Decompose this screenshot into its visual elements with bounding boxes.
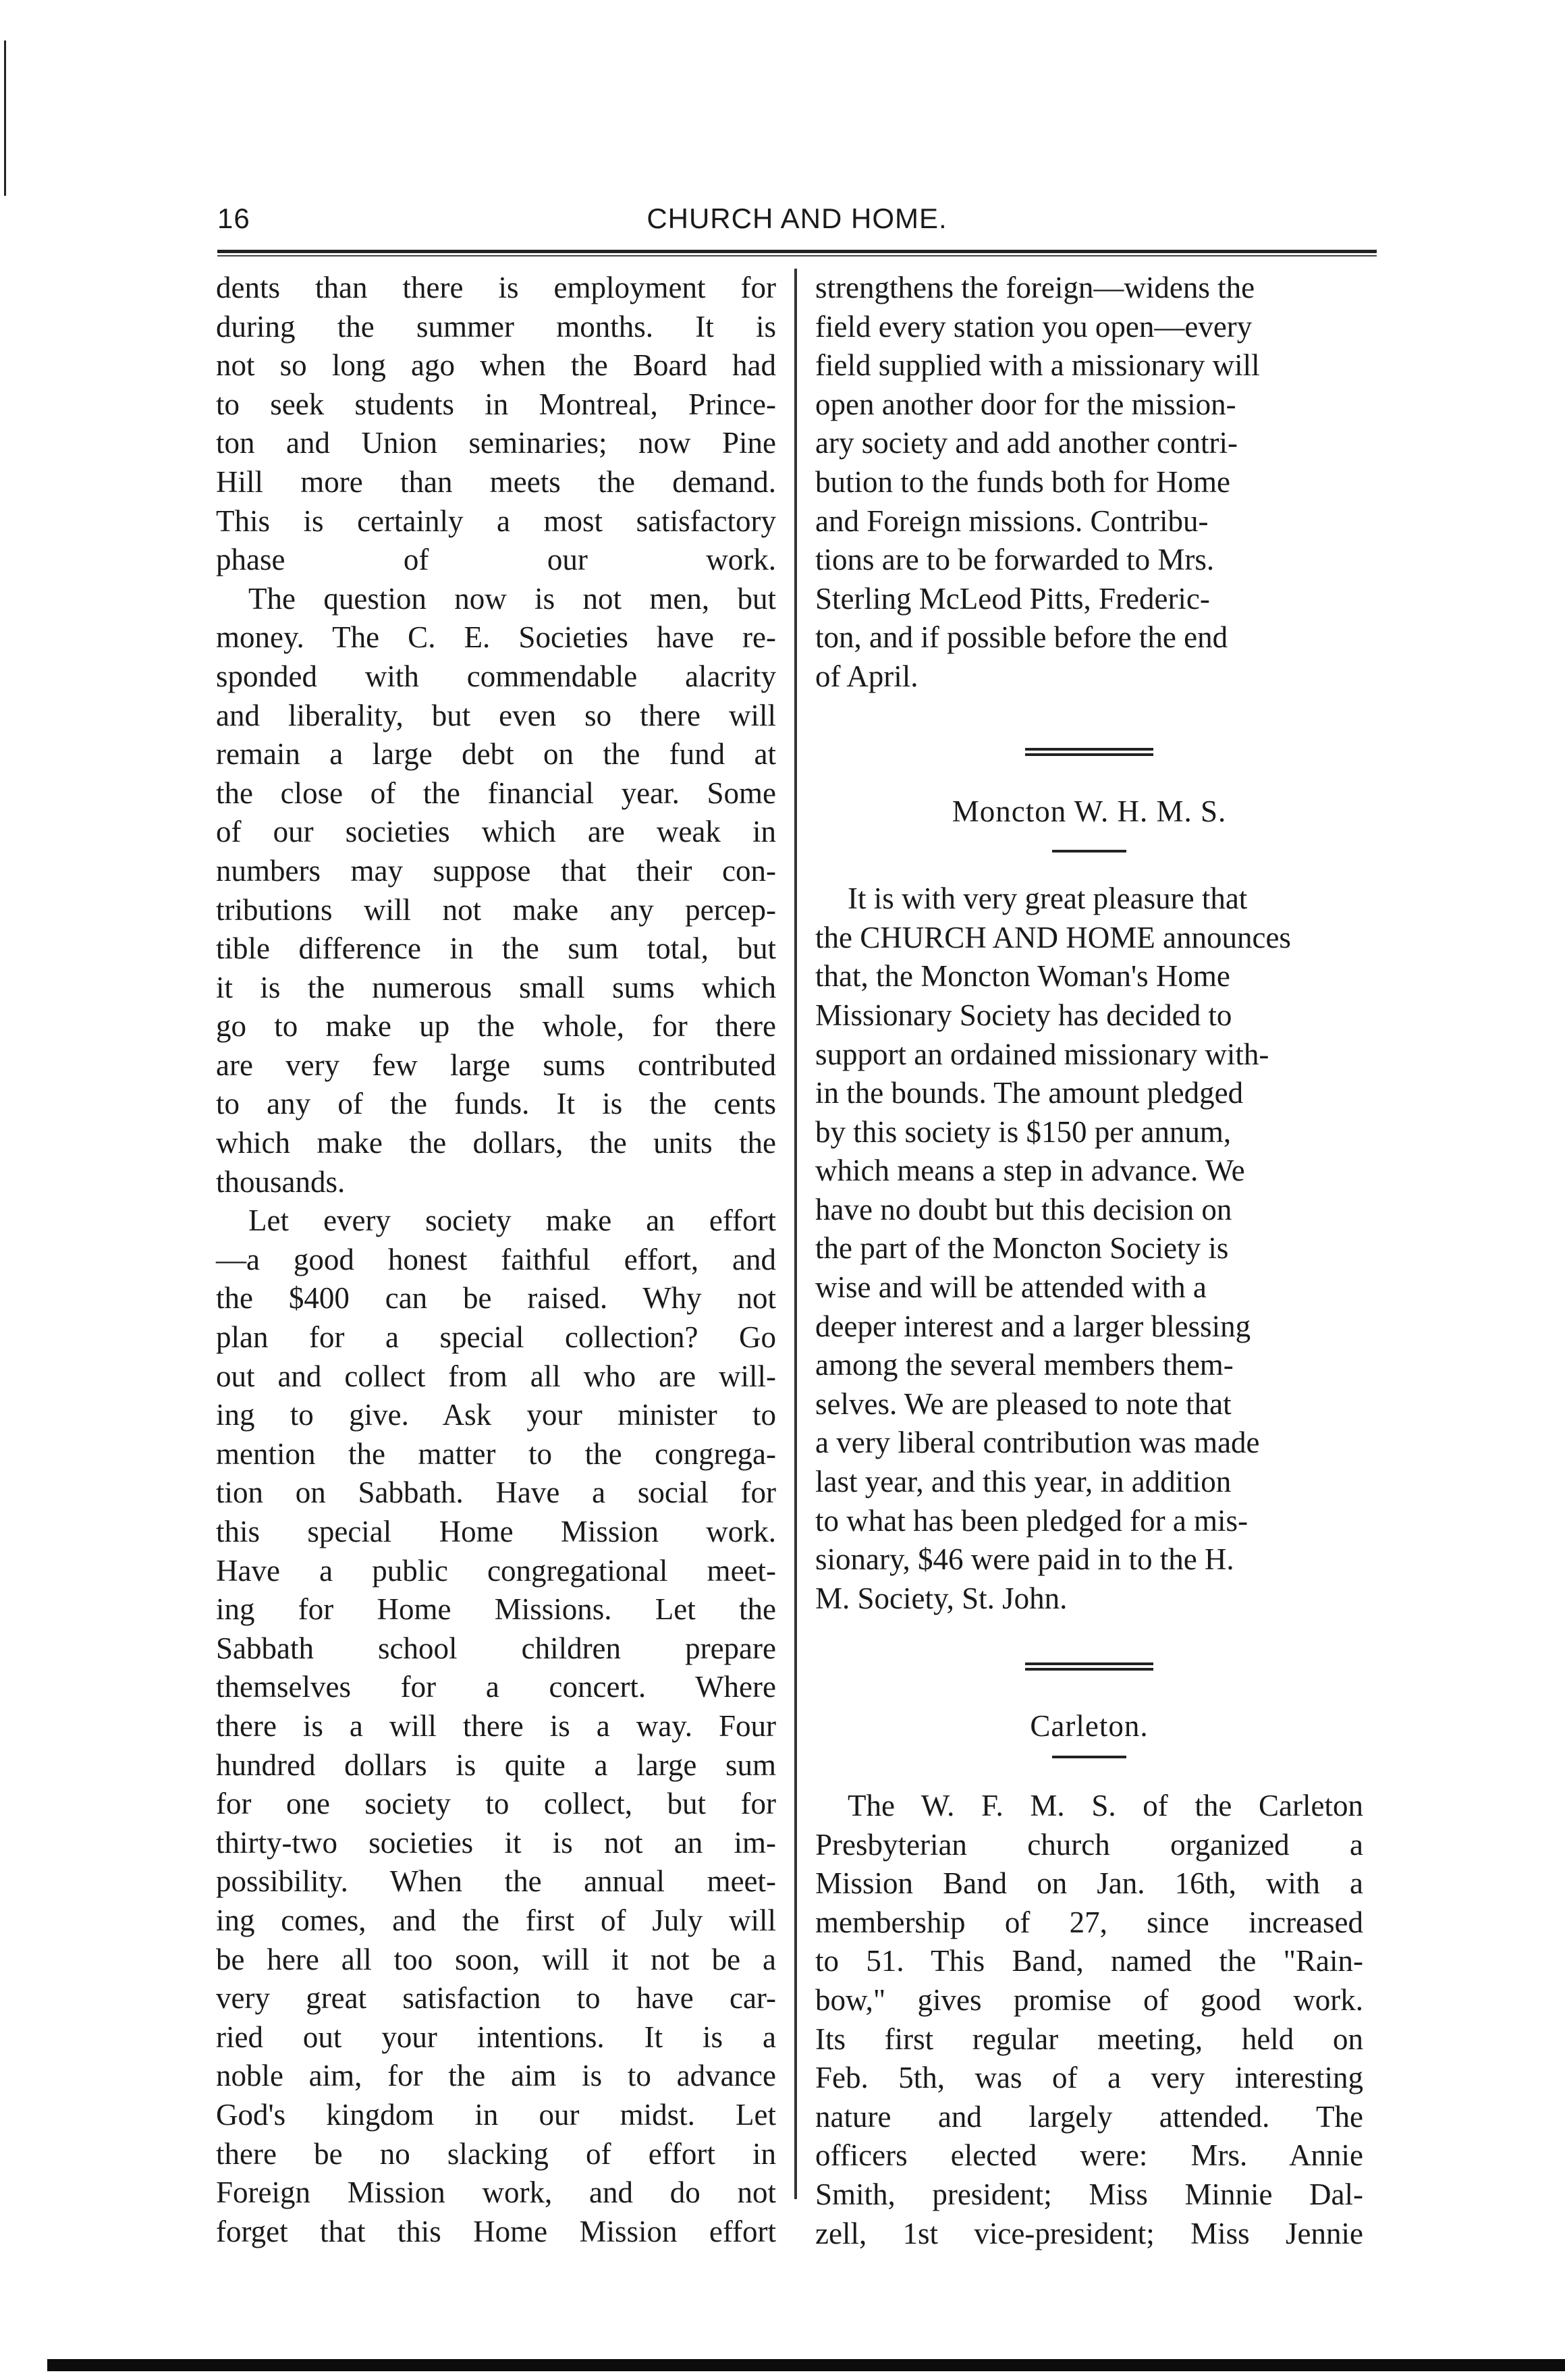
column-divider — [794, 269, 797, 2199]
page-number: 16 — [217, 202, 250, 234]
paragraph-carleton: The W. F. M. S. of the Carleton Presbyterian church organized a Mission Band on Jan. 16th, with a membership of 27, since increased to 51. This Band, named the "Rain- bow," gives promise of good work. Its first regular meeting, held on Feb. 5th, was of a very interesting nature and largely attended. The officers elected were: Mrs. Annie Smith, president; Miss Minnie Dal- zell, 1st vice-president; Miss Jennie — [815, 1789, 1363, 2250]
paragraph-moncton: It is with very great pleasure that the CHURCH AND HOME announces that, the Moncton Woman's Home Missionary Society has decided to support an ordained missionary with- in the bounds. The amount pledged by this society is $150 per annum, which means a step in advance. We have no doubt but this decision on the part of the Moncton Society is wise and will be attended with a deeper interest and a larger blessing among the several members them- selves. We are pleased to note that a very liberal contribution was made last year, and this year, in addition to what has been pledged for a mis- sionary, $46 were paid in to the H. M. Society, St. John. — [815, 882, 1291, 1615]
scan-mark-left-edge — [4, 40, 6, 196]
scan-edge-bar — [47, 2359, 1565, 2371]
section-rule-moncton — [1025, 748, 1153, 756]
paragraph-employment: dents than there is employment for during the summer months. It is not so long ago when the Board had to seek students in Montreal, Prince- ton and Union seminaries; now Pine Hill more than meets the demand. This is certainly a most satisfactory phase of our work. — [216, 271, 776, 577]
paragraph-money: The question now is not men, but money. The C. E. Societies have re- sponded with commendable alacrity and liberality, but even so there will remain a large debt on the fund at the close of the financial year. Some of our societies which are weak in numbers may suppose that their con- tributions will not make any percep- tible difference in the sum total, but it is the numerous small sums which go to make up the whole, for there are very few large sums contributed to any of the funds. It is the cents which make the dollars, the units the thousands. — [216, 581, 776, 1199]
header-rule — [217, 250, 1377, 256]
section-heading-carleton: Carleton. — [1030, 1709, 1149, 1743]
page-header — [217, 196, 1377, 244]
paragraph-effort: Let every society make an effort —a good honest faithful effort, and the $400 can be raised. Why not plan for a special collection? Go out and collect from all who are will- ing to give. Ask your minister to mention the matter to the congrega- tion on Sabbath. Have a social for this special Home Mission work. Have a public congregational meet- ing for Home Missions. Let the Sabbath school children prepare themselves for a concert. Where there is a will there is a way. Four hundred dollars is quite a large sum for one society to collect, but for thirty-two societies it is not an im- possibility. When the annual meet- ing comes, and the first of July will be here all too soon, will it not be a very great satisfaction to have car- ried out your intentions. It is a noble aim, for the aim is to advance God's kingdom in our midst. Let there be no slacking of effort in Foreign Mission work, and do not forget that this Home Mission effort — [216, 1203, 776, 2248]
section-rule-carleton — [1025, 1662, 1153, 1671]
running-title: CHURCH AND HOME. — [647, 202, 948, 234]
right-column — [815, 269, 1363, 2253]
paragraph-foreign: strengthens the foreign—widens the field every station you open—every field supplied with a missionary will open another door for the mission- ary society and add another contri- bution to the funds both for Home and Foreign missions. Contribu- tions are to be forwarded to Mrs. Sterling McLeod Pitts, Frederic- ton, and if possible before the end of April. — [815, 271, 1260, 693]
section-heading-moncton: Moncton W. H. M. S. — [952, 794, 1227, 828]
left-column — [216, 269, 776, 2251]
